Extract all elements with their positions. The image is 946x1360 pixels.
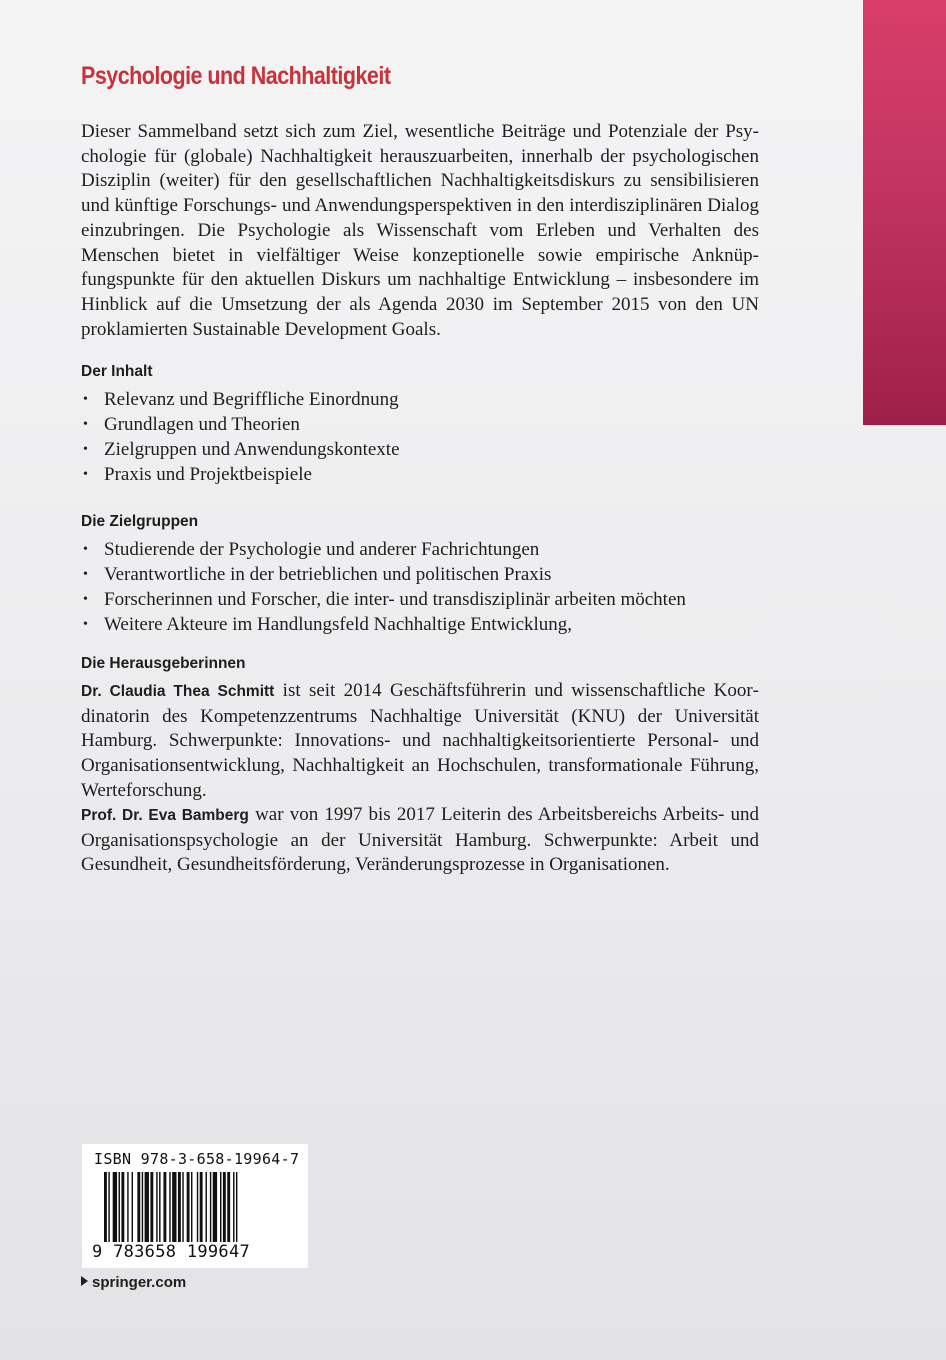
barcode-bar <box>104 1172 107 1242</box>
bullet-icon: • <box>83 542 88 557</box>
editor-name: Dr. Claudia Thea Schmitt <box>81 683 275 700</box>
accent-bar <box>863 0 946 425</box>
barcode-bar <box>142 1172 143 1242</box>
bullet-icon: • <box>83 567 88 582</box>
zielgruppen-list <box>81 537 686 637</box>
barcode-bar <box>191 1172 192 1242</box>
barcode-bar <box>156 1172 157 1242</box>
isbn-label: ISBN 978-3-658-19964-7 <box>94 1150 300 1168</box>
bullet-icon: • <box>83 467 88 482</box>
bio-bamberg <box>81 803 759 878</box>
list-item: • Grundlagen und Theorien <box>83 414 300 435</box>
barcode-bar <box>187 1172 190 1242</box>
barcode-bar <box>223 1172 226 1242</box>
barcode-bar <box>121 1172 124 1242</box>
barcode-bar <box>182 1172 183 1242</box>
barcode-bar <box>210 1172 211 1242</box>
bullet-icon: • <box>83 442 88 457</box>
zielgruppen-heading: Die Zielgruppen <box>81 513 199 530</box>
barcode-bar <box>172 1172 176 1242</box>
isbn-barcode <box>82 1144 308 1268</box>
list-item: • Verantwortliche in der betrieblichen und politischen Praxis <box>83 564 552 585</box>
barcode-bar <box>197 1172 198 1242</box>
barcode-bar <box>233 1172 234 1242</box>
list-item: • Praxis und Projektbeispiele <box>83 464 312 485</box>
barcode-bar <box>137 1172 140 1242</box>
barcode-bar <box>145 1172 149 1242</box>
list-item: • Studierende der Psychologie und anderer Fachrichtungen <box>83 539 540 560</box>
barcode-bar <box>113 1172 117 1242</box>
editor-bio-text: ist seit 2014 Geschäftsführerin und wissenschaftliche Koordinatorin des Kompetenzzentrums Nachhaltige Universität (KNU) der Universität Hamburg. Schwerpunkte: Innovations- und nachhaltigkeitsorientierte Personal- und Organisationsentwicklung, Nachhaltigkeit an Hochschulen, transformationale Führung, Werteforschung. <box>81 680 759 801</box>
barcode-bar <box>227 1172 230 1242</box>
book-title: Psychologie und Nachhaltigkeit <box>81 62 391 90</box>
barcode-bar <box>119 1172 120 1242</box>
bullet-icon: • <box>83 392 88 407</box>
barcode-bar <box>132 1172 133 1242</box>
list-item: • Forscherinnen und Forscher, die inter- und transdisziplinär arbeiten möchten <box>83 589 686 610</box>
editor-bio-text: war von 1997 bis 2017 Leiterin des Arbeitsbereichs Arbeits- und Organisationspsychologie an der Universität Hamburg. Schwerpunkte: Arbeit und Gesundheit, Gesundheitsförderung, Veränderungsprozesse in Organisationen. <box>81 804 760 876</box>
inhalt-list <box>81 387 400 487</box>
barcode-bars <box>104 1172 290 1242</box>
barcode-bar <box>236 1172 237 1242</box>
editor-name: Prof. Dr. Eva Bamberg <box>81 807 249 824</box>
list-item: • Weitere Akteure im Handlungsfeld Nachhaltige Entwicklung, <box>83 614 573 635</box>
barcode-bar <box>220 1172 221 1242</box>
barcode-bar <box>169 1172 170 1242</box>
publisher-link[interactable]: springer.com <box>81 1274 186 1291</box>
barcode-digits: 9 783658 199647 <box>92 1242 251 1262</box>
list-item: • Relevanz und Begriffliche Einordnung <box>83 389 399 410</box>
bullet-icon: • <box>83 592 88 607</box>
inhalt-heading: Der Inhalt <box>81 363 153 380</box>
arrow-right-icon <box>81 1276 88 1286</box>
intro-paragraph: Dieser Sammelband setzt sich zum Ziel, wesentliche Beiträge und Potenziale der Psychologie für (globale) Nachhaltigkeit herauszuarbeiten, innerhalb der psychologischen Disziplin (weiter) für den gesellschaftlichen Nachhaltigkeitsdiskurs zu sensibilisieren und künftige Forschungs- und Anwendungsperspektiven in den interdisziplinären Dialog einzubringen. Die Psychologie als Wissenschaft vom Erleben und Verhalten des Menschen bietet in vielfältiger Weise konzeptionelle sowie empirische Anknüpfungspunkte für den aktuellen Diskurs um nachhaltige Entwicklung – insbesondere im Hinblick auf die Umsetzung der als Agenda 2030 im September 2015 von den UN proklamierten Sustainable Development Goals. <box>81 121 759 340</box>
barcode-bar <box>127 1172 128 1242</box>
barcode-bar <box>213 1172 217 1242</box>
barcode-bar <box>159 1172 160 1242</box>
list-item: • Zielgruppen und Anwendungskontexte <box>83 439 400 460</box>
barcode-bar <box>206 1172 207 1242</box>
bullet-icon: • <box>83 617 88 632</box>
barcode-bar <box>163 1172 166 1242</box>
herausgeberinnen-heading: Die Herausgeberinnen <box>81 655 246 672</box>
barcode-bar <box>150 1172 153 1242</box>
barcode-bar <box>178 1172 181 1242</box>
barcode-bar <box>200 1172 203 1242</box>
bullet-icon: • <box>83 417 88 432</box>
barcode-bar <box>108 1172 109 1242</box>
bio-schmitt <box>81 679 759 804</box>
